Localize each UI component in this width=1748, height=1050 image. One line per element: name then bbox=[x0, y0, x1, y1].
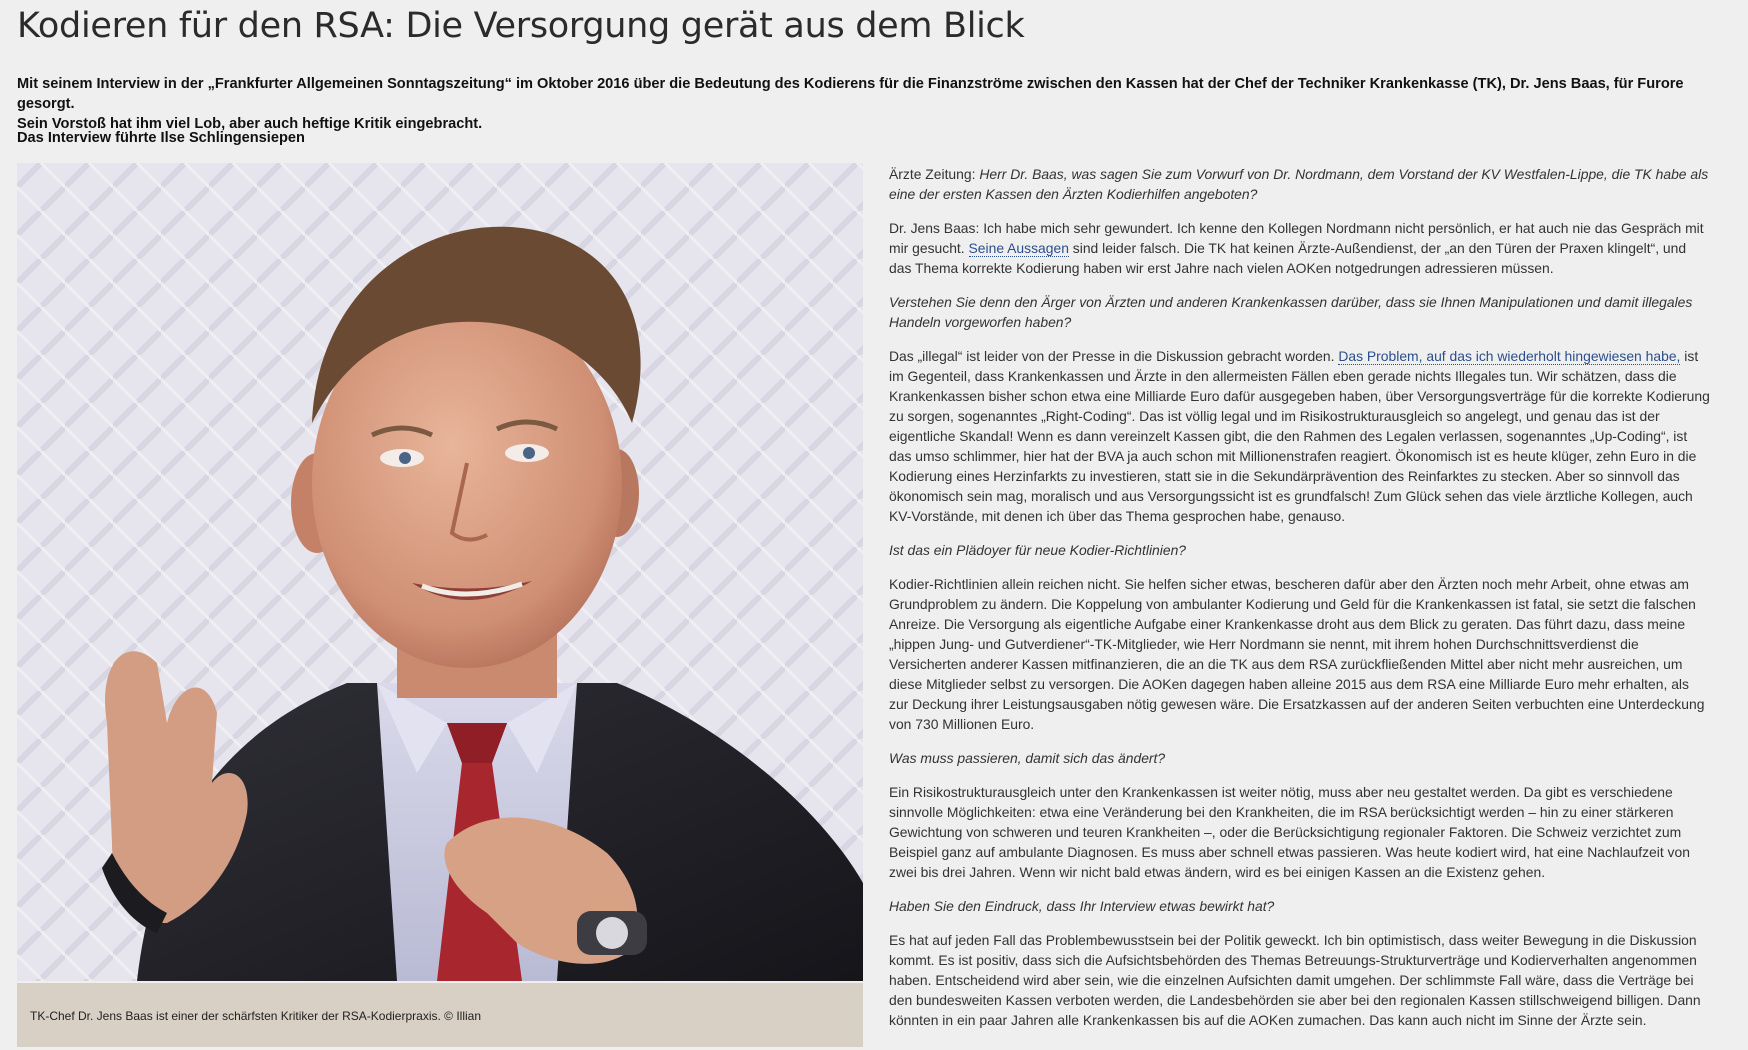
article-body bbox=[889, 164, 1711, 1044]
answer-2 bbox=[889, 346, 1711, 526]
answer-1-link[interactable]: Seine Aussagen bbox=[968, 240, 1069, 256]
answer-2-link[interactable]: Das Problem, auf das ich wiederholt hingewiesen habe, bbox=[1338, 348, 1681, 364]
answer-3: Kodier-Richtlinien allein reichen nicht. Sie helfen sicher etwas, bescheren dafür aber den Ärzten noch mehr Arbeit, ohne etwas am Grundproblem zu ändern. Die Koppelung von ambulanter Kodierung und Geld für die Krankenkassen ist fatal, sie setzt die falschen Anreize. Die Versorgung als eigentliche Aufgabe einer Krankenkasse droht aus dem Blick zu geraten. Das führt dazu, dass meine „hippen Jung- und Gutverdiener“-TK-Mitglieder, wie Herr Nordmann sie nennt, mit ihrem hohen Durchschnittsverdienst die Versicherten anderer Kassen mitfinanzieren, die an die TK aus dem RSA zurückfließenden Mittel aber nicht mehr ausreichen, um diese Mitglieder selbst zu versorgen. Die AOKen dagegen haben alleine 2015 aus dem RSA eine Milliarde Euro mehr erhalten, als zur Deckung ihrer Leistungsausgaben nötig gewesen wäre. Die Ersatzkassen auf der anderen Seiten verbuchten eine Unterdeckung von 730 Millionen Euro. bbox=[889, 576, 1705, 732]
answer-1-post: sind leider falsch. Die TK hat keinen Ärzte-Außendienst, der „an den Türen der Praxen klingelt“, und das Thema korrekte Kodierung haben wir erst Jahre nach vielen AOKen notgedrungen adressieren müssen. bbox=[889, 240, 1687, 276]
answer-4: Ein Risikostrukturausgleich unter den Krankenkassen ist weiter nötig, muss aber neu gestaltet werden. Da gibt es verschiedene sinnvolle Möglichkeiten: etwa eine Veränderung bei den Krankheiten, die im RSA berücksichtigt werden – hin zu einer stärkeren Gewichtung von schweren und teuren Krankheiten –, oder die Berücksichtigung regionaler Faktoren. Die Schweiz verzichtet zum Beispiel ganz auf ambulante Diagnosen. Es muss aber schnell etwas passieren. Was heute kodiert wird, hat eine Nachlaufzeit von zwei bis drei Jahren. Wenn wir nicht bald etwas ändern, wird es bei einigen Kassen an die Existenz gehen. bbox=[889, 784, 1690, 880]
portrait-illustration bbox=[17, 163, 863, 981]
answer-2-post: ist im Gegenteil, dass Krankenkassen und Ärzte in den allermeisten Fällen eben gerade nichts Illegales tun. Wir schätzen, dass die Krankenkassen bisher schon etwa eine Milliarde Euro dafür ausgegeben haben, über Versorgungsverträge für die korrekte Kodierung zu sorgen, sogenanntes „Right-Coding“. Das ist völlig legal und im Risikostrukturausgleich so angelegt, und genau das ist der eigentliche Skandal! Wenn es dann vereinzelt Kassen gibt, die den Rahmen des Legalen verlassen, sogenanntes „Up-Coding“, ist das umso schlimmer, hier hat der BVA ja auch schon mit Millionenstrafen reagiert. Ökonomisch ist es heute klüger, zehn Euro in die Kodierung eines Herzinfarkts zu investieren, statt sie in die Sekundärprävention des Reinfarktes zu stecken. Aber so sinnvoll das ökonomisch sein mag, moralisch und aus Versorgungssicht ist es grundfalsch! Zum Glück sehen das viele ärztliche Kollegen, auch KV-Vorstände, mit denen ich über das Thema gesprochen habe, genauso. bbox=[889, 348, 1710, 524]
question-1-speaker: Ärzte Zeitung: bbox=[889, 166, 976, 182]
portrait-photo bbox=[17, 163, 863, 981]
page-title: Kodieren für den RSA: Die Versorgung gerät aus dem Blick bbox=[17, 6, 1025, 46]
answer-5: Es hat auf jeden Fall das Problembewusstsein bei der Politik geweckt. Ich bin optimistisch, dass weiter Bewegung in die Diskussion kommt. Es ist positiv, dass sich die Aufsichtsbehörden des Themas Betreuungs-Strukturverträge und Kodierverhalten angenommen haben. Entscheidend wird aber sein, wie die einzelnen Aufsichten damit umgehen. Der schlimmste Fall wäre, dass die Verträge bei den bundesweiten Kassen verboten werden, die Landesbehörden sie aber bei den regionalen Kassen stillschweigend billigen. Dann könnten in ein paar Jahren alle Krankenkassen bis auf die AOKen zumachen. Das kann auch nicht im Sinne der Ärzte sein. bbox=[889, 932, 1701, 1028]
answer-1 bbox=[889, 218, 1711, 278]
article-figure bbox=[17, 163, 863, 1048]
question-1 bbox=[889, 164, 1711, 204]
answer-1-pre: Dr. Jens Baas: Ich habe mich sehr gewundert. Ich kenne den Kollegen Nordmann nicht persönlich, er hat auch nie das Gespräch mit mir gesucht. bbox=[889, 220, 1704, 256]
caption-box bbox=[17, 983, 863, 1047]
question-5: Haben Sie den Eindruck, dass Ihr Interview etwas bewirkt hat? bbox=[889, 898, 1275, 914]
answer-2-pre: Das „illegal“ ist leider von der Presse in die Diskussion gebracht worden. bbox=[889, 348, 1335, 364]
article-lead bbox=[17, 74, 1717, 134]
question-4: Was muss passieren, damit sich das ändert? bbox=[889, 750, 1166, 766]
lead-line-1: Mit seinem Interview in der „Frankfurter Allgemeinen Sonntagszeitung“ im Oktober 2016 über die Bedeutung des Kodierens für die Finanzströme zwischen den Kassen hat der Chef der Techniker Krankenkasse (TK), Dr. Jens Baas, für Furore gesorgt. bbox=[17, 76, 1684, 112]
question-2: Verstehen Sie denn den Ärger von Ärzten und anderen Krankenkassen darüber, dass sie Ihnen Manipulationen und damit illegales Handeln vorgeworfen haben? bbox=[889, 294, 1693, 330]
question-1-text: Herr Dr. Baas, was sagen Sie zum Vorwurf von Dr. Nordmann, dem Vorstand der KV Westfalen-Lippe, die TK habe als eine der ersten Kassen den Ärzten Kodierhilfen angeboten? bbox=[889, 166, 1709, 202]
article-byline: Das Interview führte Ilse Schlingensiepen bbox=[17, 130, 305, 146]
lead-line-2: Sein Vorstoß hat ihm viel Lob, aber auch heftige Kritik eingebracht. bbox=[17, 116, 483, 132]
figure-caption: TK-Chef Dr. Jens Baas ist einer der schärfsten Kritiker der RSA-Kodierpraxis. © Illian bbox=[30, 1009, 482, 1023]
question-3: Ist das ein Plädoyer für neue Kodier-Richtlinien? bbox=[889, 542, 1187, 558]
